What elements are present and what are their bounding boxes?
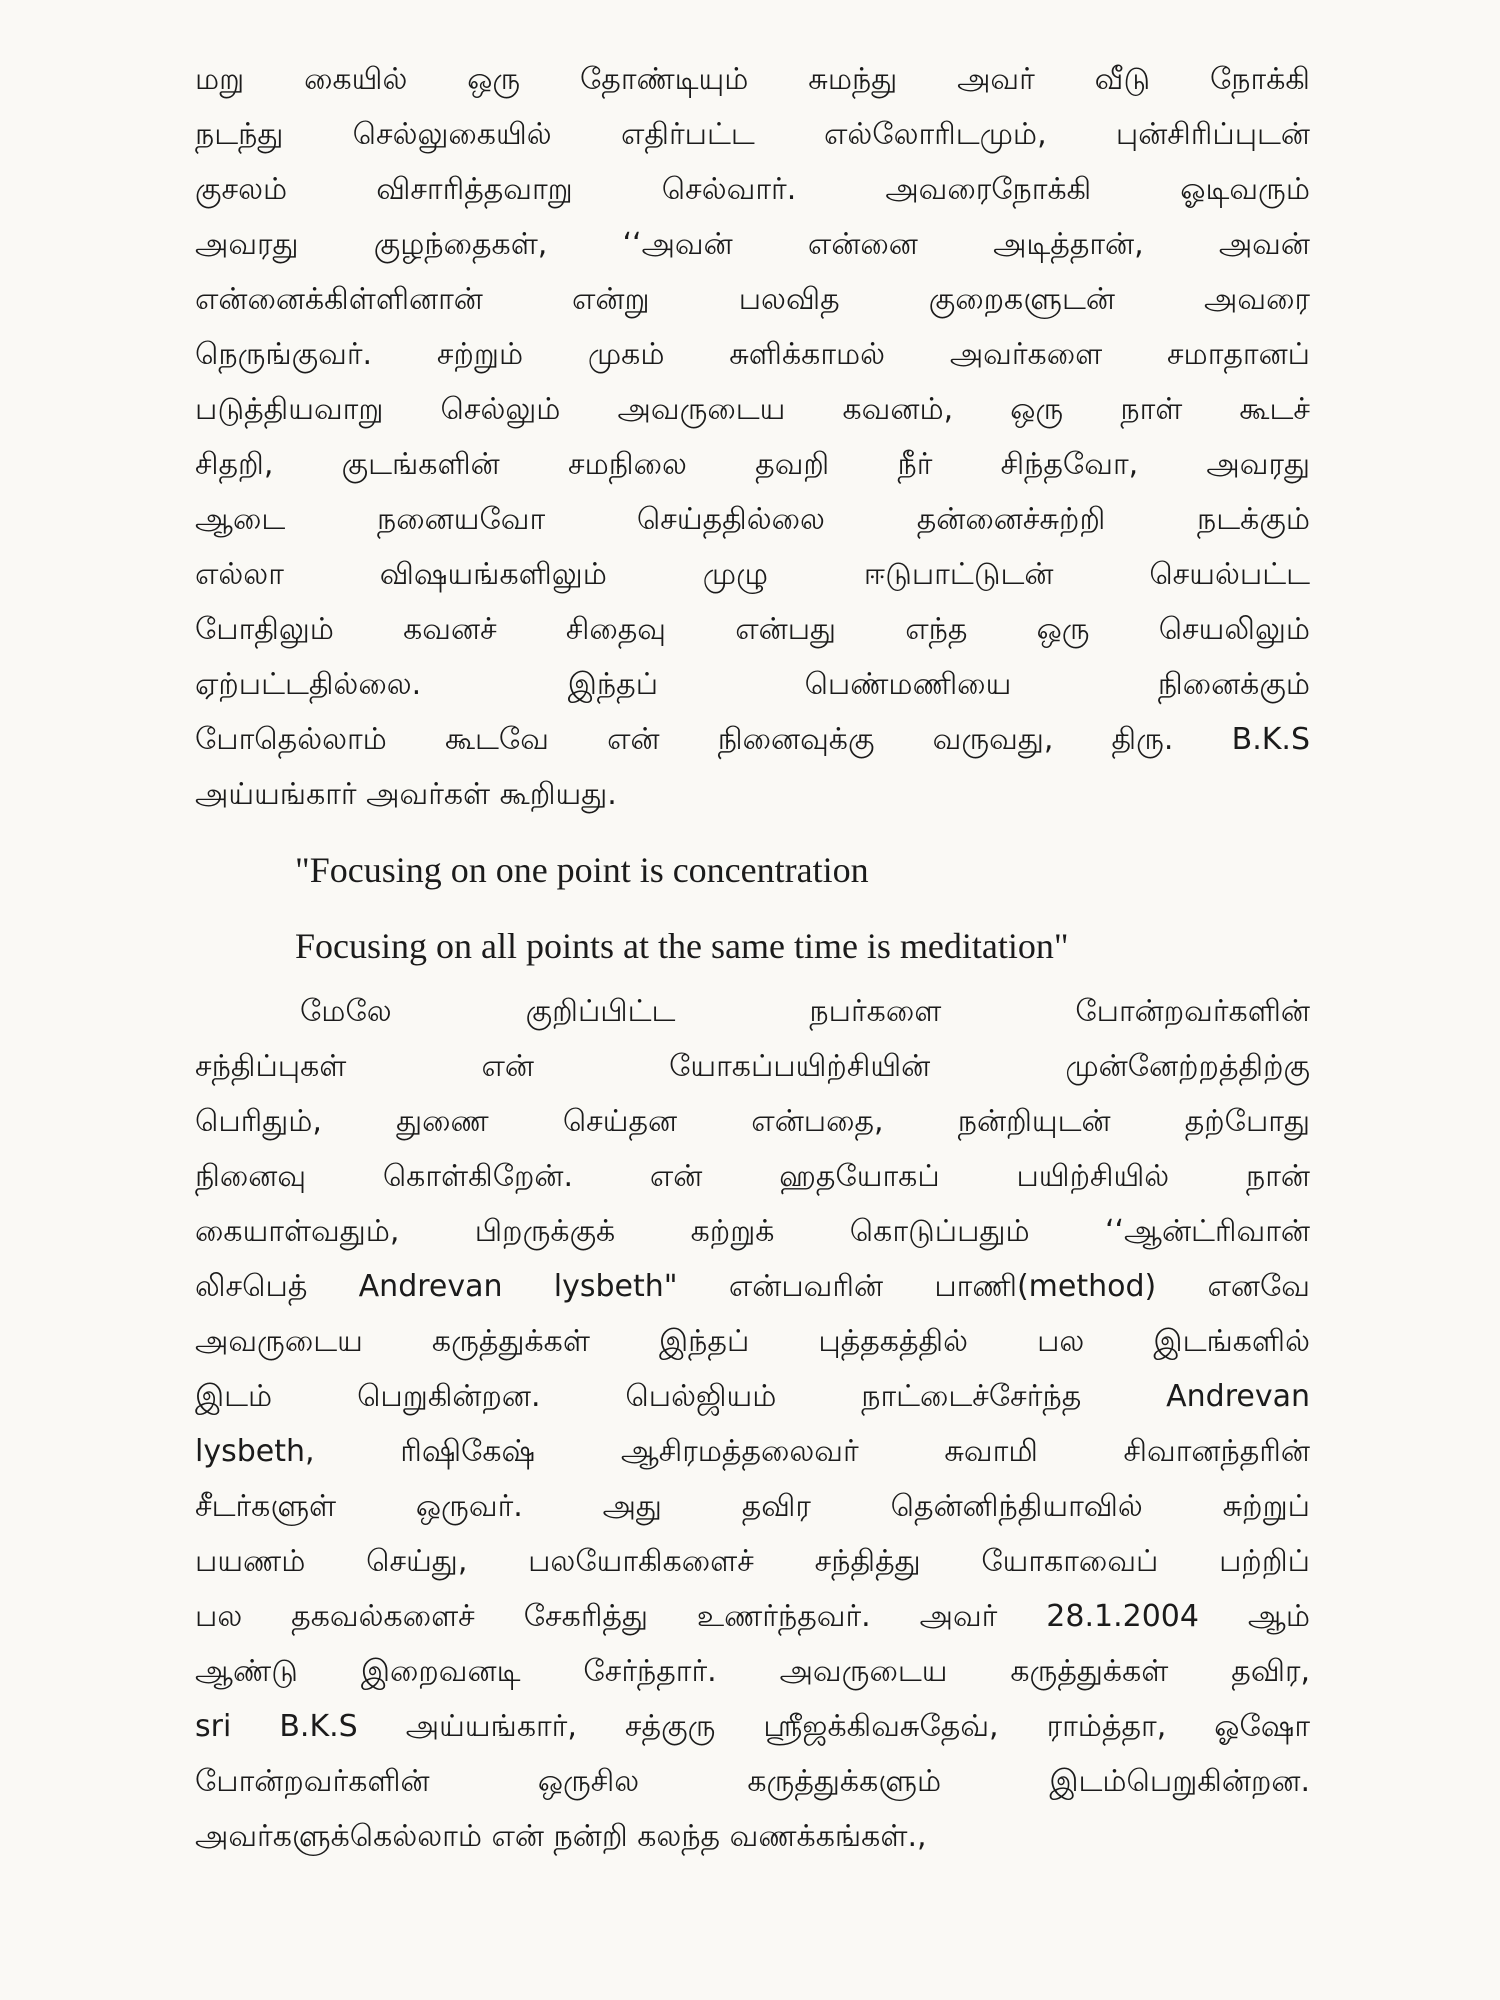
text-line-content: படுத்தியவாறு செல்லும் அவருடைய கவனம், ஒரு நாள் கூடச்: [195, 392, 1310, 427]
text-line: [195, 217, 1310, 272]
text-line-content: பயணம் செய்து, பலயோகிகளைச் சந்தித்து யோகாவைப் பற்றிப்: [195, 1544, 1310, 1579]
text-line: [195, 1809, 1310, 1864]
text-line: [195, 712, 1310, 767]
text-line-content: போதெல்லாம் கூடவே என் நினைவுக்கு வருவது, திரு. B.K.S: [195, 722, 1310, 757]
text-line-content: sri B.K.S அய்யங்கார், சத்குரு ஸ்ரீஜக்கிவசுதேவ், ராம்த்தா, ஓஷோ: [195, 1709, 1310, 1744]
text-line: [195, 1754, 1310, 1809]
text-line-content: அவருடைய கருத்துக்கள் இந்தப் புத்தகத்தில் பல இடங்களில்: [195, 1324, 1310, 1359]
paragraph-1: [195, 52, 1310, 822]
quote-block: [195, 832, 1310, 984]
text-line: [195, 1479, 1310, 1534]
text-line: [195, 327, 1310, 382]
text-line: [195, 1699, 1310, 1754]
text-line: [195, 107, 1310, 162]
text-line-content: நினைவு கொள்கிறேன். என் ஹதயோகப் பயிற்சியில் நான்: [195, 1159, 1310, 1194]
page-text: [195, 52, 1310, 1864]
text-line-content: லிசபெத் Andrevan lysbeth" என்பவரின் பாணி(method) எனவே: [195, 1269, 1310, 1304]
text-line: [195, 602, 1310, 657]
paragraph-2: [195, 984, 1310, 1864]
text-line: [195, 1534, 1310, 1589]
text-line: [195, 547, 1310, 602]
text-line-content: அவரது குழந்தைகள், ‘‘அவன் என்னை அடித்தான், அவன்: [195, 227, 1310, 262]
text-line: [195, 492, 1310, 547]
text-line: [195, 382, 1310, 437]
text-line-content: எல்லா விஷயங்களிலும் முழு ஈடுபாட்டுடன் செயல்பட்ட: [195, 557, 1310, 592]
text-line-content: அய்யங்கார் அவர்கள் கூறியது.: [195, 777, 617, 812]
text-line-content: குசலம் விசாரித்தவாறு செல்வார். அவரைநோக்கி ஓடிவரும்: [195, 172, 1310, 207]
text-line: [195, 1644, 1310, 1699]
text-line: [195, 162, 1310, 217]
text-line-content: ஆண்டு இறைவனடி சேர்ந்தார். அவருடைய கருத்துக்கள் தவிர,: [195, 1654, 1310, 1689]
text-line-content: நெருங்குவர். சற்றும் முகம் சுளிக்காமல் அவர்களை சமாதானப்: [195, 337, 1310, 372]
text-line-content: போதிலும் கவனச் சிதைவு என்பது எந்த ஒரு செயலிலும்: [195, 612, 1310, 647]
text-line-content: பெரிதும், துணை செய்தன என்பதை, நன்றியுடன் தற்போது: [195, 1104, 1310, 1139]
text-line-content: சீடர்களுள் ஒருவர். அது தவிர தென்னிந்தியாவில் சுற்றுப்: [195, 1489, 1310, 1524]
text-line-content: அவர்களுக்கெல்லாம் என் நன்றி கலந்த வணக்கங்கள்.,: [195, 1819, 927, 1854]
quote-line: "Focusing on one point is concentration: [295, 850, 869, 890]
text-line: [195, 272, 1310, 327]
text-line: [195, 1259, 1310, 1314]
text-line-content: மேலே குறிப்பிட்ட நபர்களை போன்றவர்களின்: [300, 994, 1310, 1029]
text-line: [195, 1204, 1310, 1259]
text-line-content: என்னைக்கிள்ளினான் என்று பலவித குறைகளுடன் அவரை: [195, 282, 1310, 317]
text-line-content: ஆடை நனையவோ செய்ததில்லை தன்னைச்சுற்றி நடக்கும்: [195, 502, 1310, 537]
text-line-content: ஏற்பட்டதில்லை. இந்தப் பெண்மணியை நினைக்கும்: [195, 667, 1310, 702]
text-line: [195, 1094, 1310, 1149]
text-line: [195, 1149, 1310, 1204]
text-line: [195, 1589, 1310, 1644]
text-line-content: கையாள்வதும், பிறருக்குக் கற்றுக் கொடுப்பதும் ‘‘ஆன்ட்ரிவான்: [195, 1214, 1310, 1249]
text-line-content: சிதறி, குடங்களின் சமநிலை தவறி நீர் சிந்தவோ, அவரது: [195, 447, 1310, 482]
quote-line: Focusing on all points at the same time is meditation": [295, 926, 1069, 966]
text-line-content: இடம் பெறுகின்றன. பெல்ஜியம் நாட்டைச்சேர்ந்த Andrevan: [195, 1379, 1310, 1414]
text-line: [195, 657, 1310, 712]
text-line: [195, 1039, 1310, 1094]
text-line-content: பல தகவல்களைச் சேகரித்து உணர்ந்தவர். அவர் 28.1.2004 ஆம்: [195, 1599, 1310, 1634]
text-line: [195, 1424, 1310, 1479]
text-line-content: நடந்து செல்லுகையில் எதிர்பட்ட எல்லோரிடமும், புன்சிரிப்புடன்: [195, 117, 1310, 152]
text-line-content: lysbeth, ரிஷிகேஷ் ஆசிரமத்தலைவர் சுவாமி சிவானந்தரின்: [195, 1434, 1310, 1469]
text-line-content: சந்திப்புகள் என் யோகப்பயிற்சியின் முன்னேற்றத்திற்கு: [195, 1049, 1310, 1084]
text-line: [195, 52, 1310, 107]
text-line: [195, 1369, 1310, 1424]
text-line-content: போன்றவர்களின் ஒருசில கருத்துக்களும் இடம்பெறுகின்றன.: [195, 1764, 1310, 1799]
text-line-content: மறு கையில் ஒரு தோண்டியும் சுமந்து அவர் வீடு நோக்கி: [195, 62, 1310, 97]
text-line: [195, 984, 1310, 1039]
text-line: [195, 437, 1310, 492]
text-line: [195, 767, 1310, 822]
text-line: [195, 1314, 1310, 1369]
